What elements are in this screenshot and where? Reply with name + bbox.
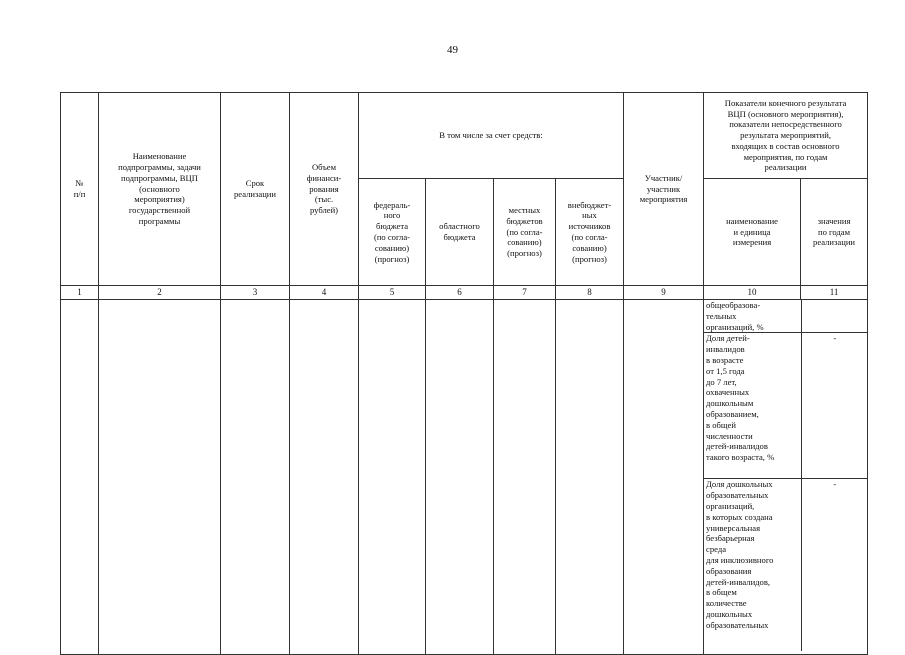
cell-offbudget [556,300,624,655]
cell-local [494,300,556,655]
indicator-cell [704,300,868,655]
cell-term [221,300,290,655]
indicator-subtable [704,300,868,651]
indicator-name: Доля детей- инвалидов в возрасте от 1,5 года до 7 лет, охваченных дошкольным образованием, в общей численности детей-инвалидов такого возраста, % [704,333,801,479]
program-table [60,92,868,655]
header-col-volume: Объем финанси- рования (тыс. рублей) [290,93,359,286]
page-number: 49 [447,44,458,56]
column-number: 7 [494,286,556,300]
indicator-value [801,300,868,333]
column-number-row [61,286,868,300]
cell-volume [290,300,359,655]
column-number: 8 [556,286,624,300]
column-number: 4 [290,286,359,300]
indicator-name: Доля дошкольных образовательных организаций, в которых создана универсальная безбарьерная среда для инклюзивного образования детей-инвалидов, в общем количестве дошкольных образовательных [704,479,801,652]
column-number: 6 [426,286,494,300]
cell-federal [359,300,426,655]
indicator-value: - [801,333,868,479]
column-number: 1 [61,286,99,300]
cell-regional [426,300,494,655]
column-number: 10 [704,286,801,300]
column-number: 11 [801,286,868,300]
header-col-name: Наименование подпрограммы, задачи подпрограммы, ВЦП (основного мероприятия) государственной программы [99,93,221,286]
header-col-offbudget: внебюджет- ных источников (по согла- сованию) (прогноз) [556,179,624,286]
column-number: 9 [624,286,704,300]
header-col-federal: федераль- ного бюджета (по согла- сованию) (прогноз) [359,179,426,286]
cell-number [61,300,99,655]
indicator-name: общеобразова- тельных организаций, % [704,300,801,333]
header-group-sources: В том числе за счет средств: [359,93,624,179]
cell-participant [624,300,704,655]
header-col-indicator-values: значения по годам реализации [801,179,868,286]
header-col-participant: Участник/ участник мероприятия [624,93,704,286]
header-col-number: № п/п [61,93,99,286]
cell-name [99,300,221,655]
header-col-regional: областного бюджета [426,179,494,286]
header-col-indicator-name: наименование и единица измерения [704,179,801,286]
header-group-indicators: Показатели конечного результата ВЦП (основного мероприятия), показатели непосредственного результата мероприятий, входящих в состав основного мероприятия, по годам реализации [704,93,868,179]
header-col-term: Срок реализации [221,93,290,286]
indicator-value: - [833,479,837,490]
header-col-local: местных бюджетов (по согла- сованию) (прогноз) [494,179,556,286]
column-number: 3 [221,286,290,300]
column-number: 5 [359,286,426,300]
column-number: 2 [99,286,221,300]
table-row [61,300,868,655]
